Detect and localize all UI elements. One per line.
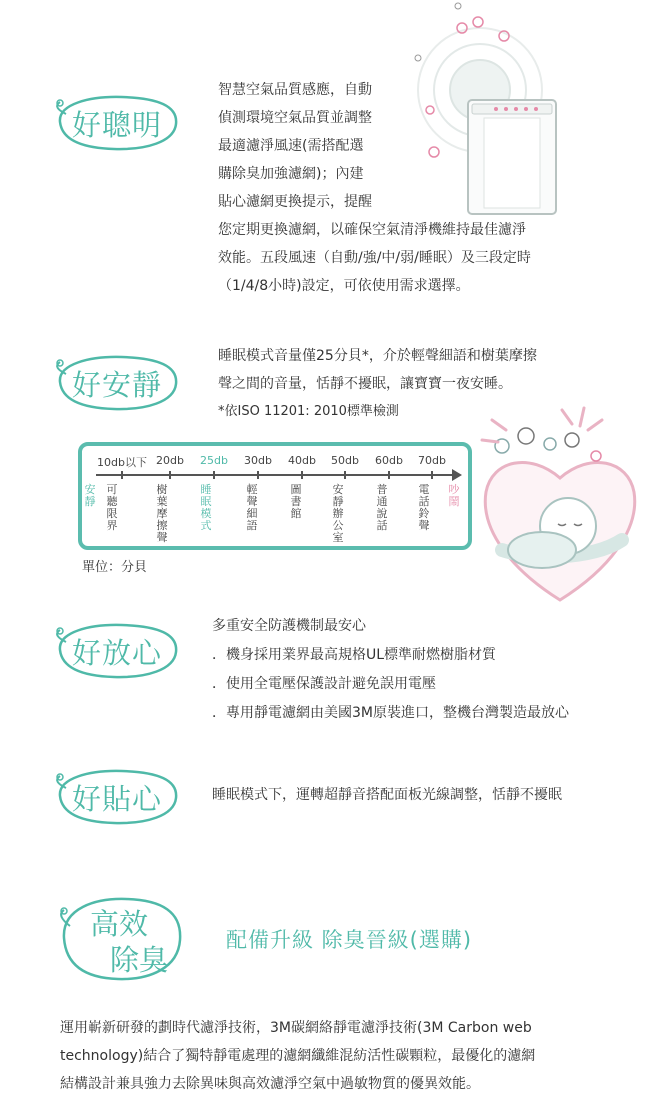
- badge-line-1: 高效: [90, 907, 149, 941]
- scale-tick-label: 30db: [244, 454, 272, 467]
- footnote: *依ISO 11201: 2010標準檢測: [218, 404, 399, 419]
- scale-tick-mark: [257, 471, 259, 479]
- badge-label: 好聰明: [71, 107, 162, 142]
- text-line: 購除臭加強濾網)；內建: [218, 166, 364, 182]
- text-line: 聲之間的音量，恬靜不擾眠，讓寶寶一夜安睡。: [218, 376, 512, 392]
- scale-category-label: 普通說話: [376, 483, 388, 532]
- text-line: 貼心濾網更換提示，提醒: [218, 194, 372, 210]
- axis-arrow: [452, 469, 462, 481]
- deodor-heading: 配備升級 除臭晉級(選購): [226, 928, 473, 952]
- safe-title: 多重安全防護機制最安心: [212, 618, 366, 634]
- scale-category-label: 可聽限界: [106, 483, 118, 532]
- scale-category-label: 電話鈴聲: [418, 483, 430, 532]
- scale-tick-label: 25db: [200, 454, 228, 467]
- scale-tick-mark: [344, 471, 346, 479]
- sleeping-baby-illustration: [472, 400, 648, 610]
- badge-smart: [50, 92, 184, 154]
- list-item: ．使用全電壓保護設計避免誤用電壓: [212, 676, 436, 692]
- text-line: 結構設計兼具強力去除異味與高效濾淨空氣中過敏物質的優異效能。: [60, 1076, 480, 1092]
- text-line: 智慧空氣品質感應，自動: [218, 82, 372, 98]
- badge-caring: [50, 766, 184, 828]
- badge-safe: [50, 620, 184, 682]
- text-line: 您定期更換濾網，以確保空氣清淨機維持最佳濾淨: [218, 222, 526, 238]
- scale-tick-label: 20db: [156, 454, 184, 467]
- list-item: ．機身採用業界最高規格UL標準耐燃樹脂材質: [212, 647, 497, 663]
- badge-quiet: [50, 352, 184, 414]
- caring-text: 睡眠模式下，運轉超靜音搭配面板光線調整，恬靜不擾眠: [212, 787, 562, 803]
- scale-tick-mark: [213, 471, 215, 479]
- text-line: 睡眠模式音量僅25分貝*，介於輕聲細語和樹葉摩擦: [218, 348, 537, 364]
- text-line: 偵測環境空氣品質並調整: [218, 110, 372, 126]
- scale-category-label: 樹葉摩擦聲: [156, 483, 168, 544]
- list-item: ．專用靜電濾網由美國3M原裝進口，整機台灣製造最放心: [212, 705, 569, 721]
- air-purifier-illustration: [400, 0, 570, 220]
- text-line: （1/4/8小時)設定，可依使用需求選擇。: [218, 278, 470, 294]
- scale-axis: [96, 474, 456, 476]
- badge-label: 好放心: [71, 635, 162, 670]
- deodor-text: [60, 1014, 535, 1098]
- scale-tick-mark: [169, 471, 171, 479]
- scale-tick-mark: [388, 471, 390, 479]
- badge-deodor: [54, 892, 188, 986]
- scale-tick-mark: [431, 471, 433, 479]
- scale-category-label: 睡眠模式: [200, 483, 212, 532]
- safe-text: [212, 612, 569, 728]
- scale-tick-mark: [121, 471, 123, 479]
- scale-tick-label: 40db: [288, 454, 316, 467]
- scale-category-label: 安靜辦公室: [332, 483, 344, 544]
- scale-category-label: 吵鬧: [448, 483, 460, 508]
- scale-tick-label: 70db: [418, 454, 446, 467]
- badge-label: 好安靜: [71, 367, 162, 402]
- scale-category-label: 圖書館: [290, 483, 302, 520]
- scale-category-label: 輕聲細語: [246, 483, 258, 532]
- scale-tick-label: 50db: [331, 454, 359, 467]
- text-line: 效能。五段風速（自動/強/中/弱/睡眠）及三段定時: [218, 250, 531, 266]
- text-line: technology)結合了獨特靜電處理的濾網纖維混紡活性碳顆粒，最優化的濾網: [60, 1048, 536, 1064]
- scale-tick-mark: [301, 471, 303, 479]
- text-line: 最適濾淨風速(需搭配選: [218, 138, 364, 154]
- scale-tick-label: 60db: [375, 454, 403, 467]
- badge-label: 好貼心: [71, 781, 162, 816]
- scale-category-label: 安靜: [84, 483, 96, 508]
- decibel-scale: [78, 442, 472, 550]
- scale-tick-label: 10db以下: [97, 456, 147, 469]
- badge-line-2: 除臭: [110, 943, 169, 977]
- text-line: 運用嶄新研發的劃時代濾淨技術，3M碳網絡靜電濾淨技術(3M Carbon web: [60, 1020, 532, 1036]
- unit-label: 單位：分貝: [82, 560, 148, 575]
